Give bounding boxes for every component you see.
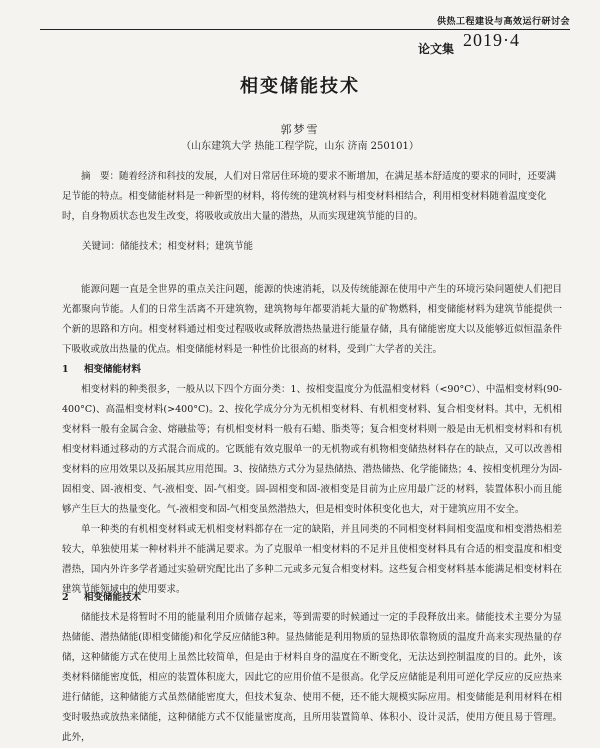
section-number: 1 [62,364,69,375]
paragraph-classification: 相变材料的种类很多，一般从以下四个方面分类：1、按相变温度分为低温相变材料（<90°C）、中温相变材料(90-400°C)、高温相变材料(>400°C)。2、按化学成分分为无机相变材料、有机相变材料、复合相变材料。其中，无机相变材料一般有金属合金、熔融盐等；有机相变材料一般有石蜡、脂类等；复合相变材料则一般是由无机相变材料和有机相变材料通过移动的方式混合而成的。它既能有效克服单一的无机物或有机物相变储热材料存在的缺点，又可以改善相变材料的应用效果以及拓展其应用范围。3、按储热方式分为显热储热、潜热储热、化学能储热；4、按相变机理分为固-固相变、固-液相变、气-液相变、固-气相变。固-固相变和固-液相变是目前为止应用最广泛的材料，装置体积小而且能够产生巨大的热量变化。气-液相变和固-气相变虽然潜热大，但是相变时体积变化也大，对于建筑应用不安全。 [62,384,562,515]
issue-year: 2019·4 [463,30,520,50]
paragraph-intro: 能源问题一直是全世界的重点关注问题，能源的快速消耗，以及传统能源在使用中产生的环境污染问题使人们把目光都聚向节能。人们的日常生活离不开建筑物，建筑物每年都要消耗大量的矿物燃料，相变储能材料为建筑节能提供一个新的思路和方向。相变材料通过相变过程吸收或释放潜热热量进行能量存储，具有储能密度大以及能够近似恒温条件下吸收或放出热量的优点。相变储能材料是一种性价比很高的材料，受到广大学者的关注。 [62,284,562,355]
series-label: 论文集 [418,42,455,56]
author-affiliation: （山东建筑大学 热能工程学院，山东 济南 250101） [181,141,419,152]
article-author: 郭梦雪 [280,123,320,136]
paragraph-storage: 储能技术是将暂时不用的能量利用介质储存起来，等到需要的时候通过一定的手段释放出来。储能技术主要分为显热储能、潜热储能(即相变储能)和化学反应储能3种。显热储能是利用物质的显热即依靠物质的温度升高来实现热量的存储，这种储能方式在使用上虽然比较简单，但是由于材料自身的温度在不断变化，无法达到控制温度的目的。此外，该类材料储能密度低，相应的装置体积庞大，因此它的应用价值不是很高。化学反应储能是利用可逆化学反应的反应热来进行储能，这种储能方式虽然储能密度大，但技术复杂、使用不便，还不能大规模实际应用。相变储能是利用材料在相变时吸热或放热来储能，这种储能方式不仅能量密度高，且所用装置简单、体积小、设计灵活，使用方便且易于管理。此外， [62,612,562,743]
section-title: 相变储能技术 [84,592,142,603]
section-number: 2 [62,592,69,603]
section-title: 相变储能材料 [84,364,142,375]
abstract: 摘 要：随着经济和科技的发展，人们对日常居住环境的要求不断增加，在满足基本舒适度的要求的同时，还要满足节能的特点。相变储能材料是一种新型的材料，将传统的建筑材料与相变材料相结合，利用相变材料随着温度变化时，自身物质状态也发生改变，将吸收或放出大量的潜热，从而实现建筑节能的目的。 [62,171,557,222]
keywords: 关键词：储能技术；相变材料；建筑节能 [82,241,254,252]
section-heading-2 [62,589,141,603]
paragraph-composite: 单一种类的有机相变材料或无机相变材料都存在一定的缺陷，并且同类的不同相变材料间相变温度和相变潜热相差较大，单独使用某一种材料并不能满足要求。为了克服单一相变材料的不足并且使相变材料具有合适的相变温度和相变潜热，国内外许多学者通过实验研究配比出了多种二元或多元复合相变材料。这些复合相变材料基本能满足相变材料在建筑节能领域中的使用要求。 [62,524,562,595]
section-heading-1 [62,361,141,375]
article-title: 相变储能技术 [240,76,360,97]
journal-name: 供热工程建设与高效运行研讨会 [436,17,570,27]
